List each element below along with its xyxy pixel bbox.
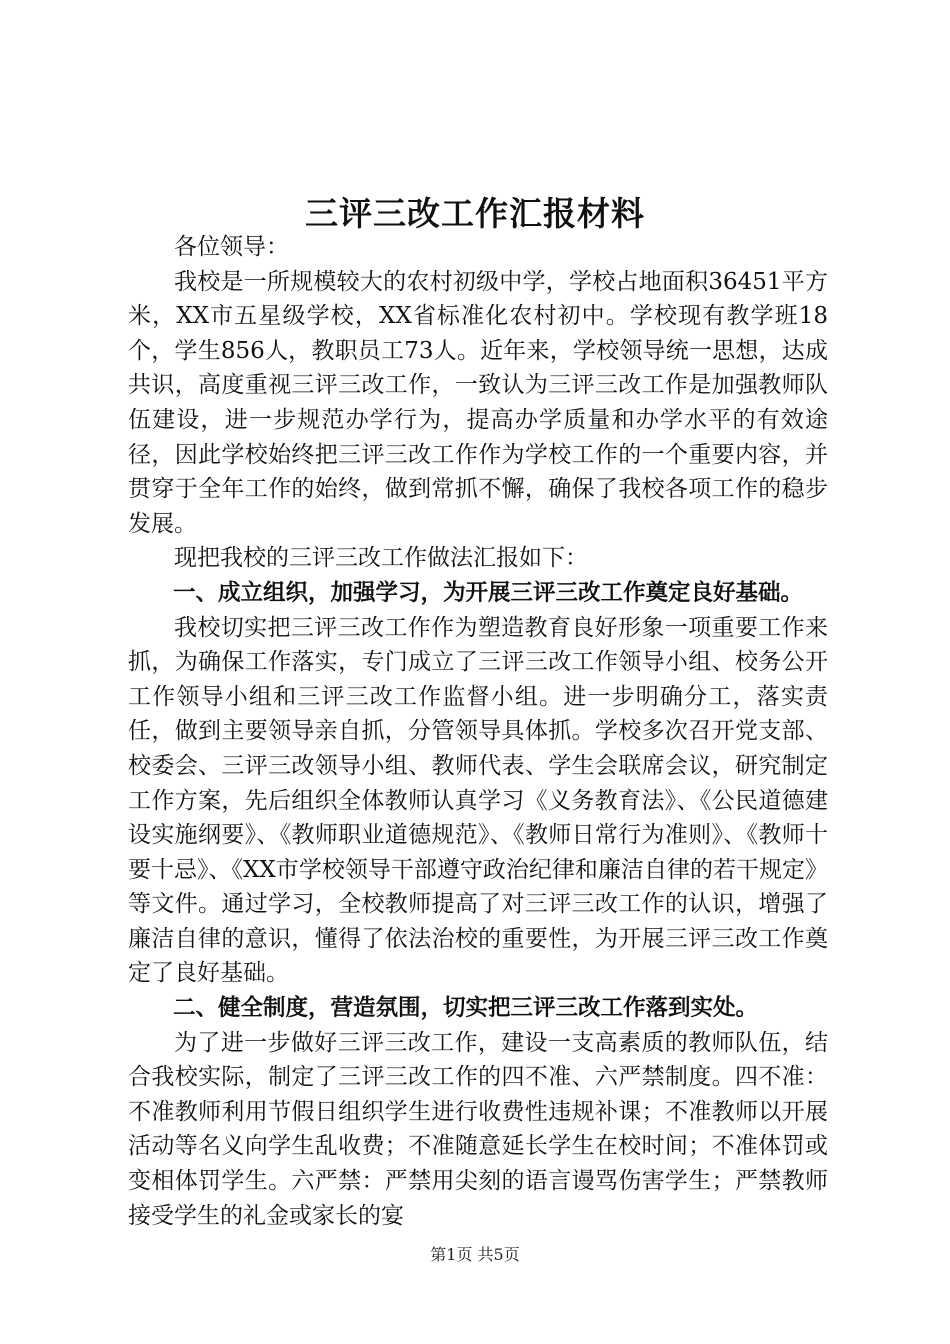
paragraph-summary-lead: 现把我校的三评三改工作做法汇报如下： (174, 545, 588, 572)
section-heading-2: 二、健全制度，营造氛围，切实把三评三改工作落到实处。 (173, 995, 759, 1022)
paragraph-intro: 我校是一所规模较大的农村初级中学，学校占地面积36451平方米，XX市五星级学校，XX省标准化农村初中。学校现有教学班18个，学生856人，教职员工73人。近年来，学校领导统一思想，达成共识，高度重视三评三改工作，一致认为三评三改工作是加强教师队伍建设，进一步规范办学行为，提高办学质量和办学水平的有效途径，因此学校始终把三评三改工作作为学校工作的一个重要内容，并贯穿于全年工作的始终，做到常抓不懈，确保了我校各项工作的稳步发展。 (128, 268, 828, 537)
paragraph-section-1: 我校切实把三评三改工作作为塑造教育良好形象一项重要工作来抓，为确保工作落实，专门成立了三评三改工作领导小组、校务公开工作领导小组和三评三改工作监督小组。进一步明确分工，落实责任，做到主要领导亲自抓，分管领导具体抓。学校多次召开党支部、校委会、三评三改领导小组、教师代表、学生会联席会议，研究制定工作方案，先后组织全体教师认真学习《义务教育法》、《公民道德建设实施纲要》、《教师职业道德规范》、《教师日常行为准则》、《教师十要十忌》、《XX市学校领导干部遵守政治纪律和廉洁自律的若干规定》等文件。通过学习，全校教师提高了对三评三改工作的认识，增强了廉洁自律的意识，懂得了依法治校的重要性，为开展三评三改工作奠定了良好基础。 (128, 614, 828, 987)
section-heading-1: 一、成立组织，加强学习，为开展三评三改工作奠定良好基础。 (173, 579, 804, 606)
paragraph-salutation: 各位领导： (174, 234, 289, 260)
page-footer: 第1页 共5页 (430, 1245, 520, 1264)
document-body (128, 230, 828, 1233)
page-title: 三评三改工作汇报材料 (305, 194, 645, 233)
paragraph-section-2: 为了进一步做好三评三改工作，建设一支高素质的教师队伍，结合我校实际，制定了三评三改工作的四不准、六严禁制度。四不准：不准教师利用节假日组织学生进行收费性违规补课；不准教师以开展活动等名义向学生乱收费；不准随意延长学生在校时间；不准体罚或变相体罚学生。六严禁：严禁用尖刻的语言谩骂伤害学生；严禁教师接受学生的礼金或家长的宴 (128, 1029, 828, 1229)
